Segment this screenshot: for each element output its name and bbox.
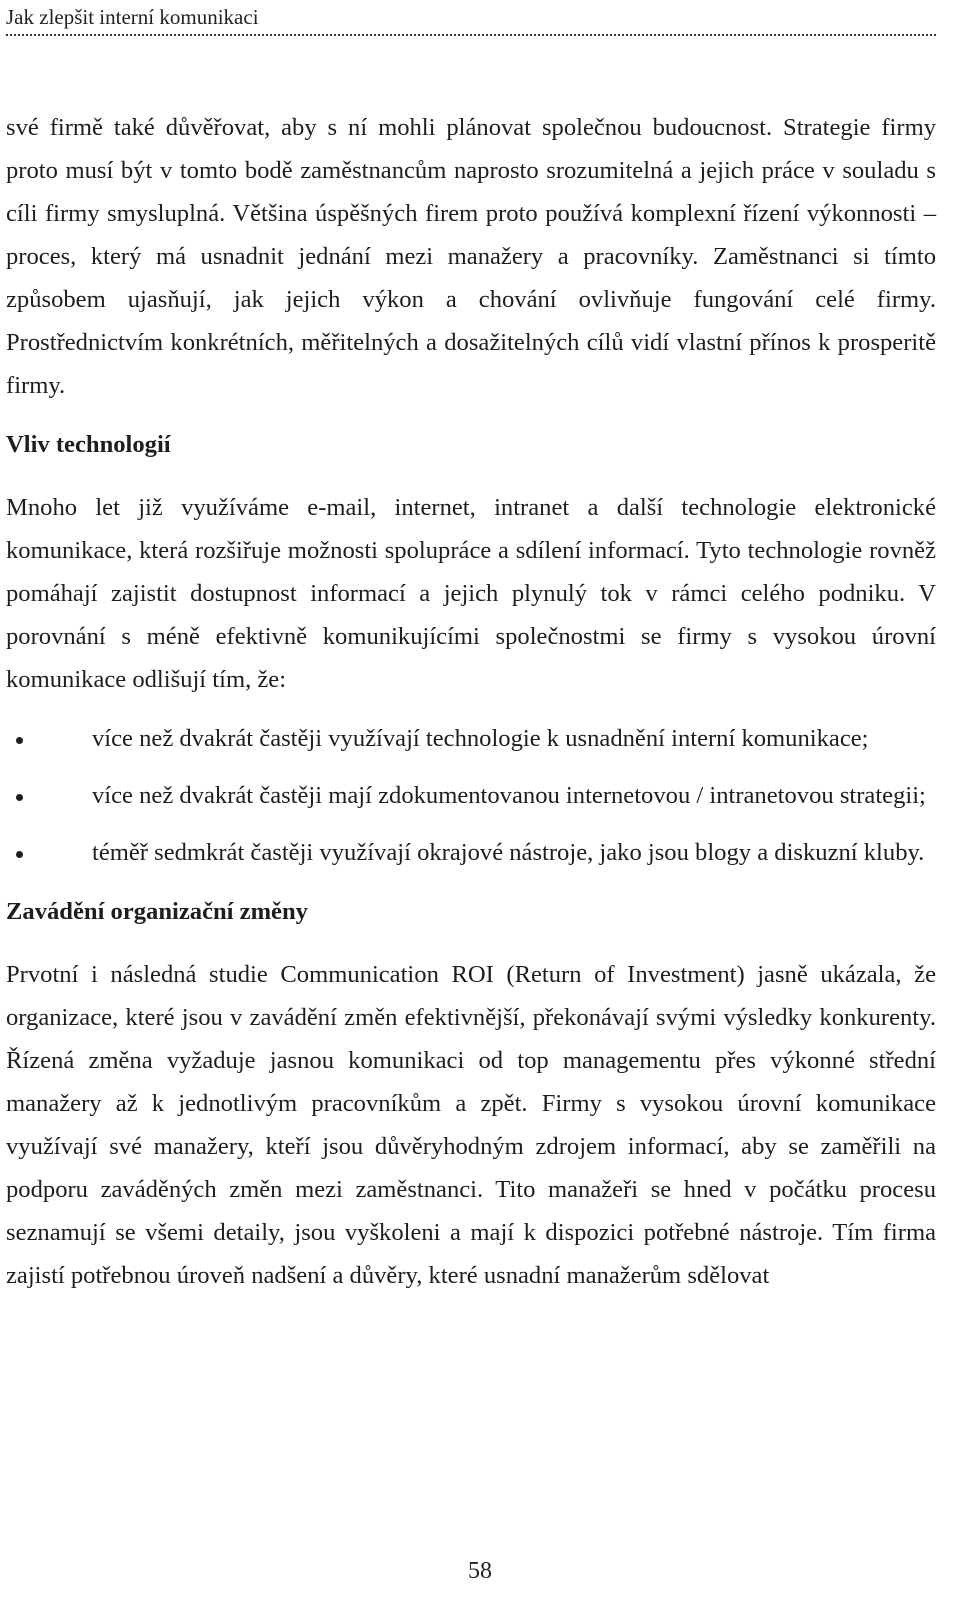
bullet-text: více než dvakrát častěji mají zdokumentovanou internetovou / intranetovou strategii; bbox=[92, 782, 926, 809]
change-paragraph: Prvotní i následná studie Communication ROI (Return of Investment) jasně ukázala, že organizace, které jsou v zavádění změn efektivnější, překonávají svými výsledky konkurenty. Řízená změna vyžaduje jasnou komunikaci od top managementu přes výkonné střední manažery až k jednotlivým pracovníkům a zpět. Firmy s vysokou úrovní komunikace využívají své manažery, kteří jsou důvěryhodným zdrojem informací, aby se zaměřili na podporu zaváděných změn mezi zaměstnanci. Tito manažeři se hned v počátku procesu seznamují se všemi detaily, jsou vyškoleni a mají k dispozici potřebné nástroje. Tím firma zajistí potřebnou úroveň nadšení a důvěry, které usnadní manažerům sdělovat bbox=[6, 961, 936, 1289]
bullet-text: téměř sedmkrát častěji využívají okrajové nástroje, jako jsou blogy a diskuzní kluby. bbox=[92, 839, 925, 866]
bullet-icon bbox=[16, 851, 23, 858]
section-heading-change: Zavádění organizační změny bbox=[6, 898, 308, 925]
page-number: 58 bbox=[468, 1558, 492, 1584]
running-header bbox=[6, 0, 936, 36]
intro-paragraph: své firmě také důvěřovat, aby s ní mohli plánovat společnou budoucnost. Strategie firmy proto musí být v tomto bodě zaměstnancům naprosto srozumitelná a jejich práce v souladu s cíli firmy smysluplná. Většina úspěšných firem proto používá komplexní řízení výkonnosti – proces, který má usnadnit jednání mezi manažery a pracovníky. Zaměstnanci si tímto způsobem ujasňují, jak jejich výkon a chování ovlivňuje fungování celé firmy. Prostřednictvím konkrétních, měřitelných a dosažitelných cílů vidí vlastní přínos k prosperitě firmy. bbox=[6, 114, 936, 399]
running-title: Jak zlepšit interní komunikaci bbox=[6, 5, 259, 29]
bullet-item bbox=[6, 774, 936, 817]
bullet-item bbox=[6, 831, 936, 874]
section-heading-technology: Vliv technologií bbox=[6, 431, 171, 458]
technology-paragraph: Mnoho let již využíváme e-mail, internet, intranet a další technologie elektronické komunikace, která rozšiřuje možnosti spolupráce a sdílení informací. Tyto technologie rovněž pomáhají zajistit dostupnost informací a jejich plynulý tok v rámci celého podniku. V porovnání s méně efektivně komunikujícími společnostmi se firmy s vysokou úrovní komunikace odlišují tím, že: bbox=[6, 494, 936, 693]
page-body bbox=[6, 106, 936, 1297]
bullet-icon bbox=[16, 737, 23, 744]
bullet-item bbox=[6, 717, 936, 760]
technology-bullet-list bbox=[6, 717, 936, 874]
bullet-icon bbox=[16, 794, 23, 801]
bullet-text: více než dvakrát častěji využívají technologie k usnadnění interní komunikace; bbox=[92, 725, 869, 752]
